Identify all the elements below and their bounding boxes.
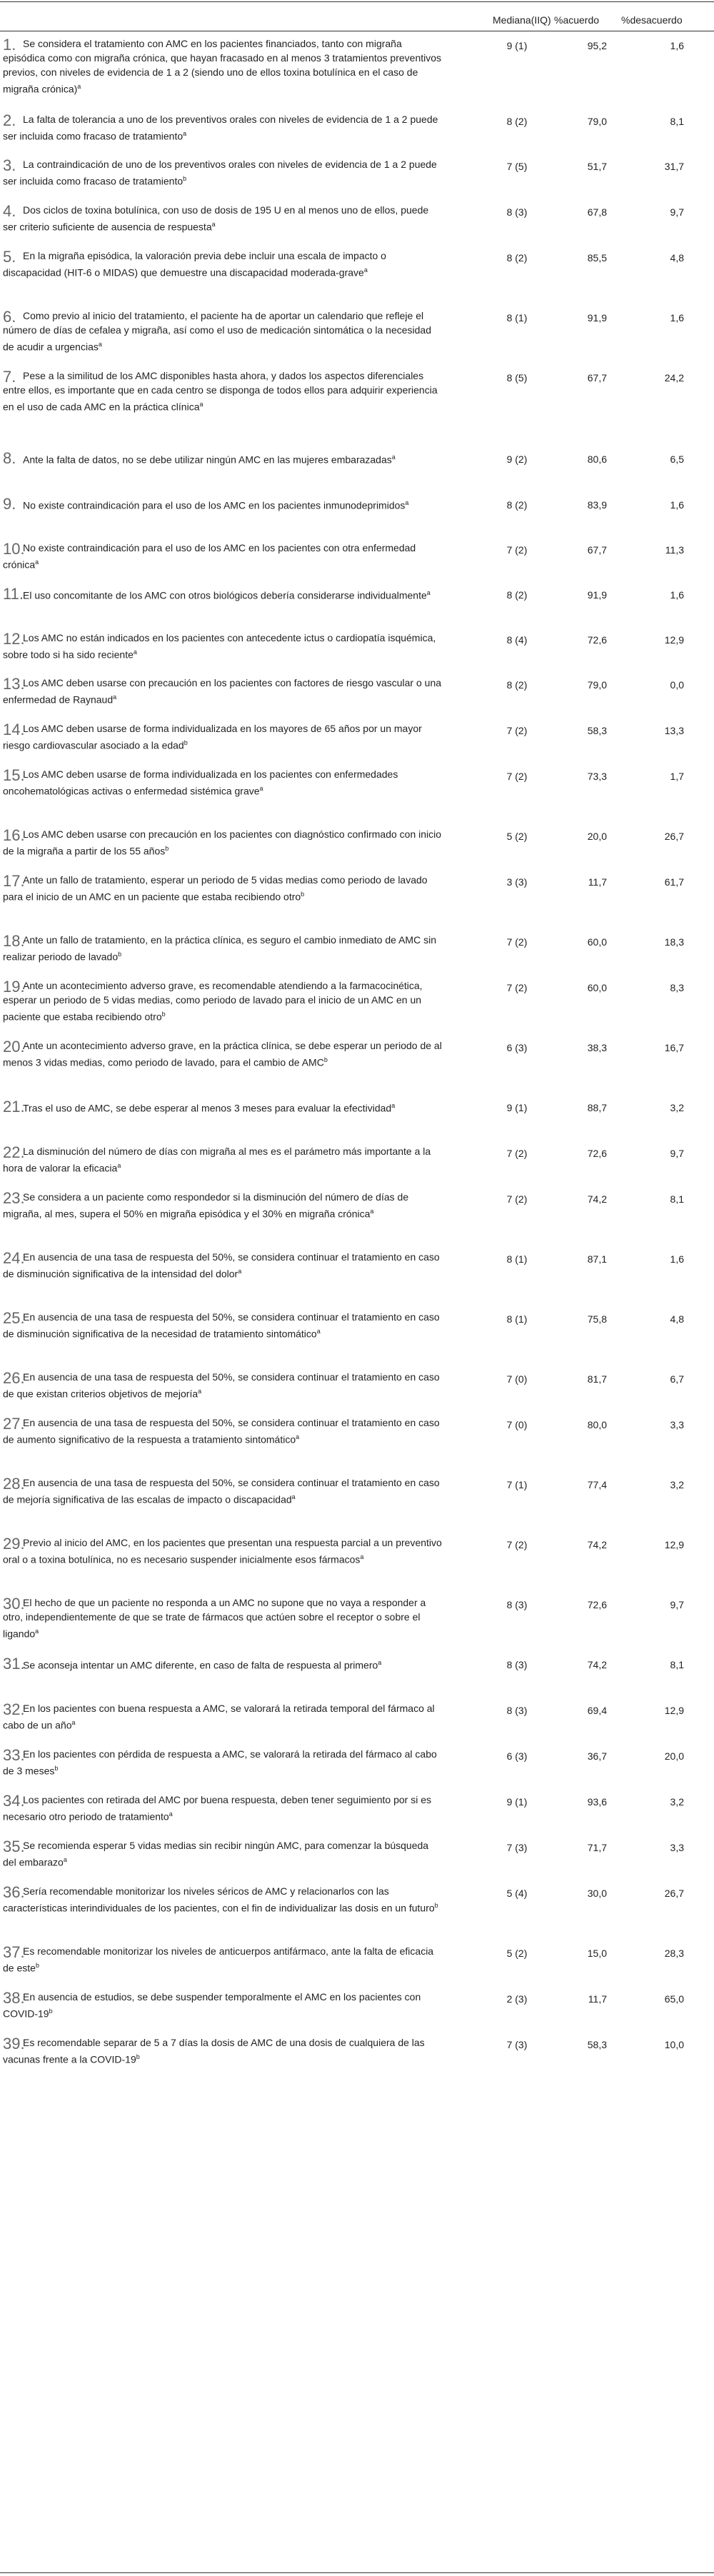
- item-statement: [3, 1310, 443, 1341]
- item-statement: [3, 36, 443, 96]
- median-value: 8 (1): [506, 1253, 528, 1265]
- statement-text: Los pacientes con retirada del AMC por buena respuesta, deben tener seguimiento por si es necesario otro periodo de tratamiento: [3, 1794, 432, 1823]
- item-statement: [3, 1250, 443, 1281]
- agreement-value: 15,0: [587, 1948, 607, 1959]
- statement-text: En ausencia de una tasa de respuesta del 50%, se considera continuar el tratamiento en caso de mejoría significativa de las escalas de impacto o discapacidad: [3, 1477, 440, 1505]
- statement-text: En ausencia de estudios, se debe suspender temporalmente el AMC en los pacientes con COVID-19: [3, 1991, 421, 2020]
- item-number: 18.: [3, 932, 25, 950]
- statement-text: Dos ciclos de toxina botulínica, con uso de dosis de 195 U en al menos uno de ellos, puede ser criterio suficiente de ausencia de respuesta: [3, 204, 429, 233]
- agreement-value: 67,7: [587, 544, 607, 556]
- evidence-superscript: a: [363, 266, 368, 274]
- agreement-value: 79,0: [587, 679, 607, 691]
- agreement-value: 30,0: [587, 1888, 607, 1899]
- evidence-superscript: b: [301, 891, 305, 898]
- item-number: 12.: [3, 630, 25, 648]
- median-value: 7 (3): [506, 1842, 528, 1853]
- agreement-value: 83,9: [587, 499, 607, 511]
- item-statement: [3, 249, 443, 280]
- item-number: 4.: [3, 202, 16, 220]
- agreement-value: 67,7: [587, 372, 607, 384]
- item-number: 3.: [3, 156, 16, 174]
- item-number: 33.: [3, 1746, 25, 1764]
- item-number: 17.: [3, 872, 25, 890]
- agreement-value: 74,2: [587, 1659, 607, 1670]
- disagreement-value: 3,2: [670, 1796, 684, 1808]
- agreement-value: 91,9: [587, 312, 607, 324]
- statement-text: Ante un fallo de tratamiento, esperar un periodo de 5 vidas medias como periodo de lavado para el inicio de un AMC en un paciente que estaba recibiendo otro: [3, 874, 428, 903]
- statement-text: Ante la falta de datos, no se debe utilizar ningún AMC en las mujeres embarazadas: [23, 453, 392, 466]
- disagreement-value: 3,3: [670, 1419, 684, 1430]
- disagreement-value: 13,3: [664, 725, 684, 736]
- item-number: 39.: [3, 2035, 25, 2053]
- disagreement-value: 3,3: [670, 1842, 684, 1853]
- median-value: 7 (5): [506, 161, 528, 172]
- item-statement: [3, 369, 443, 414]
- table-header: [0, 0, 714, 31]
- item-statement: [3, 721, 443, 753]
- evidence-superscript: b: [54, 1765, 59, 1772]
- agreement-value: 67,8: [587, 206, 607, 218]
- agreement-value: 95,2: [587, 40, 607, 51]
- median-value: 8 (1): [506, 312, 528, 324]
- evidence-superscript: a: [198, 1388, 202, 1395]
- evidence-superscript: b: [183, 175, 187, 182]
- statement-text: Tras el uso de AMC, se debe esperar al menos 3 meses para evaluar la efectividad: [23, 1102, 392, 1114]
- agreement-value: 75,8: [587, 1313, 607, 1325]
- agreement-value: 74,2: [587, 1539, 607, 1550]
- evidence-superscript: a: [35, 558, 39, 566]
- evidence-superscript: b: [136, 2053, 140, 2060]
- evidence-superscript: a: [133, 648, 137, 656]
- item-statement: [3, 157, 443, 189]
- evidence-superscript: b: [35, 1962, 39, 1969]
- disagreement-value: 16,7: [664, 1042, 684, 1053]
- median-value: 6 (3): [506, 1042, 528, 1053]
- disagreement-value: 26,7: [664, 1888, 684, 1899]
- evidence-superscript: a: [316, 1328, 321, 1335]
- disagreement-value: 8,3: [670, 982, 684, 993]
- item-number: 6.: [3, 308, 16, 326]
- agreement-value: 87,1: [587, 1253, 607, 1265]
- median-value: 7 (1): [506, 1479, 528, 1490]
- agreement-value: 85,5: [587, 252, 607, 264]
- item-number: 30.: [3, 1595, 25, 1613]
- statement-text: Ante un acontecimiento adverso grave, es recomendable atendiendo a la farmacocinética, esperar un periodo de 5 vidas medias, como periodo de lavado para el inicio de un AMC en un paciente que estaba recibiendo otro: [3, 980, 423, 1023]
- evidence-superscript: a: [426, 589, 431, 596]
- median-value: 9 (1): [506, 1796, 528, 1808]
- evidence-superscript: b: [165, 845, 169, 852]
- disagreement-value: 20,0: [664, 1750, 684, 1762]
- disagreement-value: 26,7: [664, 831, 684, 842]
- statement-text: Ante un fallo de tratamiento, en la práctica clínica, es seguro el cambio inmediato de AMC sin realizar periodo de lavado: [3, 934, 436, 963]
- agreement-value: 11,7: [588, 876, 607, 888]
- evidence-superscript: a: [378, 1659, 382, 1666]
- item-number: 2.: [3, 111, 16, 129]
- disagreement-value: 0,0: [670, 679, 684, 691]
- item-statement: [3, 112, 443, 144]
- item-statement: [3, 450, 443, 467]
- evidence-superscript: b: [118, 951, 122, 958]
- evidence-superscript: a: [259, 785, 263, 792]
- header-median: Mediana(IIQ): [493, 14, 551, 26]
- item-number: 22.: [3, 1143, 25, 1161]
- median-value: 8 (1): [506, 1313, 528, 1325]
- agreement-value: 73,3: [587, 771, 607, 782]
- median-value: 8 (3): [506, 206, 528, 218]
- disagreement-value: 3,2: [670, 1102, 684, 1113]
- header-disagreement: %desacuerdo: [621, 14, 683, 26]
- statement-text: Los AMC no están indicados en los pacientes con antecedente ictus o cardiopatía isquémica, sobre todo si ha sido reciente: [3, 632, 436, 661]
- statement-text: Pese a la similitud de los AMC disponibles hasta ahora, y dados los aspectos diferenciales entre ellos, es importante que en cada centro se disponga de todos ellos para adquirir experiencia en el uso de cada AMC en la práctica clínica: [3, 370, 438, 413]
- disagreement-value: 1,6: [670, 589, 684, 601]
- evidence-superscript: a: [291, 1493, 296, 1500]
- agreement-value: 51,7: [587, 161, 607, 172]
- evidence-superscript: b: [323, 1056, 328, 1063]
- statement-text: En ausencia de una tasa de respuesta del 50%, se considera continuar el tratamiento en caso de disminución significativa de la intensidad del dolor: [3, 1251, 440, 1280]
- agreement-value: 72,6: [587, 1148, 607, 1159]
- median-value: 9 (1): [506, 1102, 528, 1113]
- item-statement: [3, 933, 443, 964]
- agreement-value: 71,7: [587, 1842, 607, 1853]
- item-statement: [3, 1944, 443, 1975]
- item-number: 7.: [3, 368, 16, 386]
- item-number: 21.: [3, 1098, 25, 1116]
- evidence-superscript: b: [49, 2008, 53, 2015]
- statement-text: En la migraña episódica, la valoración previa debe incluir una escala de impacto o discapacidad (HIT-6 o MIDAS) que demuestre una discapacidad moderada-grave: [3, 250, 386, 279]
- disagreement-value: 9,7: [670, 206, 684, 218]
- disagreement-value: 1,6: [670, 499, 684, 511]
- disagreement-value: 28,3: [664, 1948, 684, 1959]
- evidence-superscript: a: [405, 499, 409, 506]
- item-number: 15.: [3, 766, 25, 784]
- statement-text: Se considera el tratamiento con AMC en los pacientes financiados, tanto con migraña episódica como con migraña crónica, que hayan fracasado en al menos 3 tratamientos preventivos previos, con niveles de evidencia de 1 a 2 (siendo uno de ellos toxina botulínica en el caso de migraña crónica): [3, 38, 442, 95]
- item-statement: [3, 676, 443, 707]
- item-statement: [3, 2035, 443, 2067]
- agreement-value: 11,7: [588, 1993, 607, 2005]
- item-statement: [3, 1475, 443, 1507]
- item-number: 13.: [3, 675, 25, 693]
- item-number: 31.: [3, 1655, 25, 1673]
- item-number: 24.: [3, 1249, 25, 1267]
- item-number: 16.: [3, 826, 25, 844]
- median-value: 8 (2): [506, 116, 528, 127]
- disagreement-value: 8,1: [670, 1193, 684, 1205]
- disagreement-value: 1,7: [670, 771, 684, 782]
- evidence-superscript: a: [77, 83, 81, 90]
- item-statement: [3, 309, 443, 354]
- median-value: 8 (2): [506, 589, 528, 601]
- median-value: 8 (3): [506, 1599, 528, 1610]
- median-value: 5 (2): [506, 1948, 528, 1959]
- median-value: 8 (4): [506, 634, 528, 646]
- item-number: 35.: [3, 1838, 25, 1855]
- item-number: 19.: [3, 978, 25, 996]
- median-value: 5 (4): [506, 1888, 528, 1899]
- item-number: 23.: [3, 1189, 25, 1207]
- item-statement: [3, 1370, 443, 1401]
- item-statement: [3, 873, 443, 904]
- agreement-value: 60,0: [587, 982, 607, 993]
- item-number: 10.: [3, 540, 25, 558]
- item-number: 9.: [3, 495, 16, 513]
- median-value: 7 (2): [506, 725, 528, 736]
- evidence-superscript: a: [296, 1433, 300, 1440]
- evidence-superscript: a: [391, 453, 396, 461]
- evidence-superscript: a: [360, 1553, 364, 1560]
- statement-text: En ausencia de una tasa de respuesta del 50%, se considera continuar el tratamiento en caso de aumento significativo de la respuesta a tratamiento sintomático: [3, 1417, 440, 1445]
- disagreement-value: 12,9: [664, 1705, 684, 1716]
- evidence-superscript: b: [161, 1011, 166, 1018]
- statement-text: Es recomendable monitorizar los niveles de anticuerpos antifármaco, ante la falta de eficacia de este: [3, 1945, 434, 1974]
- item-statement: [3, 1884, 443, 1915]
- median-value: 9 (1): [506, 40, 528, 51]
- statement-text: Previo al inicio del AMC, en los pacientes que presentan una respuesta parcial a un preventivo oral o a toxina botulínica, no es necesario suspender inicialmente esos fármacos: [3, 1537, 442, 1565]
- disagreement-value: 4,8: [670, 1313, 684, 1325]
- statement-text: No existe contraindicación para el uso de los AMC en los pacientes inmunodeprimidos: [23, 499, 406, 511]
- disagreement-value: 6,5: [670, 453, 684, 465]
- agreement-value: 80,6: [587, 453, 607, 465]
- agreement-value: 58,3: [587, 2039, 607, 2050]
- item-number: 38.: [3, 1989, 25, 2007]
- agreement-value: 58,3: [587, 725, 607, 736]
- item-statement: [3, 1144, 443, 1176]
- item-statement: [3, 541, 443, 572]
- disagreement-value: 6,7: [670, 1373, 684, 1385]
- statement-text: La disminución del número de días con migraña al mes es el parámetro más importante a la hora de valorar la eficacia: [3, 1146, 431, 1174]
- item-number: 8.: [3, 449, 16, 467]
- item-number: 14.: [3, 721, 25, 738]
- median-value: 9 (2): [506, 453, 528, 465]
- evidence-superscript: a: [35, 1628, 39, 1635]
- statement-text: En ausencia de una tasa de respuesta del 50%, se considera continuar el tratamiento en caso de disminución significativa de la necesidad de tratamiento sintomático: [3, 1311, 440, 1340]
- agreement-value: 60,0: [587, 936, 607, 948]
- statement-text: La contraindicación de uno de los preventivos orales con niveles de evidencia de 1 a 2 puede ser incluida como fracaso de tratamiento: [3, 159, 437, 187]
- agreement-value: 91,9: [587, 589, 607, 601]
- agreement-value: 74,2: [587, 1193, 607, 1205]
- statement-text: Ante un acontecimiento adverso grave, en la práctica clínica, se debe esperar un periodo de al menos 3 vidas medias, como periodo de lavado, para el cambio de AMC: [3, 1040, 442, 1068]
- median-value: 8 (2): [506, 679, 528, 691]
- disagreement-value: 9,7: [670, 1599, 684, 1610]
- statement-text: Como previo al inicio del tratamiento, el paciente ha de aportar un calendario que refleje el número de días de cefalea y migraña, así como el uso de medicación sintomática o la necesidad de acudir a urgencias: [3, 310, 432, 353]
- header-agreement: %acuerdo: [554, 14, 600, 26]
- item-number: 1.: [3, 36, 16, 54]
- item-number: 29.: [3, 1535, 25, 1553]
- statement-text: No existe contraindicación para el uso de los AMC en los pacientes con otra enfermedad crónica: [3, 542, 416, 571]
- item-statement: [3, 827, 443, 858]
- disagreement-value: 10,0: [664, 2039, 684, 2050]
- item-statement: [3, 1655, 443, 1673]
- median-value: 8 (3): [506, 1659, 528, 1670]
- evidence-superscript: b: [434, 1902, 438, 1909]
- item-statement: [3, 1990, 443, 2021]
- median-value: 8 (2): [506, 252, 528, 264]
- agreement-value: 69,4: [587, 1705, 607, 1716]
- evidence-superscript: a: [71, 1719, 76, 1726]
- disagreement-value: 61,7: [664, 876, 684, 888]
- item-number: 20.: [3, 1038, 25, 1056]
- evidence-superscript: a: [63, 1856, 67, 1863]
- item-statement: [3, 1793, 443, 1824]
- median-value: 7 (2): [506, 1148, 528, 1159]
- evidence-superscript: a: [238, 1268, 242, 1275]
- median-value: 7 (2): [506, 936, 528, 948]
- disagreement-value: 8,1: [670, 1659, 684, 1670]
- item-statement: [3, 1747, 443, 1778]
- item-statement: [3, 1701, 443, 1733]
- statement-text: En los pacientes con pérdida de respuesta a AMC, se valorará la retirada del fármaco al cabo de 3 meses: [3, 1748, 437, 1777]
- disagreement-value: 1,6: [670, 1253, 684, 1265]
- median-value: 7 (0): [506, 1373, 528, 1385]
- item-number: 34.: [3, 1792, 25, 1810]
- agreement-value: 81,7: [587, 1373, 607, 1385]
- item-statement: [3, 767, 443, 798]
- agreement-value: 36,7: [587, 1750, 607, 1762]
- item-statement: [3, 1038, 443, 1070]
- evidence-superscript: a: [98, 341, 102, 348]
- item-statement: [3, 203, 443, 234]
- statement-text: Los AMC deben usarse con precaución en los pacientes con diagnóstico confirmado con inicio de la migraña a partir de los 55 años: [3, 828, 442, 857]
- disagreement-value: 12,9: [664, 634, 684, 646]
- disagreement-value: 65,0: [664, 1993, 684, 2005]
- statement-text: En los pacientes con buena respuesta a AMC, se valorará la retirada temporal del fármaco al cabo de un año: [3, 1703, 435, 1731]
- median-value: 8 (5): [506, 372, 528, 384]
- evidence-superscript: a: [169, 1810, 173, 1818]
- evidence-superscript: b: [183, 739, 188, 746]
- statement-text: Los AMC deben usarse de forma individualizada en los mayores de 65 años por un mayor riesgo cardiovascular asociado a la edad: [3, 723, 422, 751]
- evidence-superscript: a: [113, 693, 117, 701]
- agreement-value: 79,0: [587, 116, 607, 127]
- median-value: 7 (2): [506, 982, 528, 993]
- statement-text: En ausencia de una tasa de respuesta del 50%, se considera continuar el tratamiento en caso de que existan criterios objetivos de mejoría: [3, 1371, 440, 1400]
- disagreement-value: 3,2: [670, 1479, 684, 1490]
- evidence-superscript: a: [117, 1162, 121, 1169]
- item-statement: [3, 1098, 443, 1116]
- evidence-superscript: a: [370, 1208, 374, 1215]
- item-number: 11.: [3, 585, 24, 603]
- statement-text: El hecho de que un paciente no responda a un AMC no supone que no vaya a responder a otro, independientemente de que se trate de fármacos que actúen sobre el receptor o sobre el ligando: [3, 1597, 426, 1640]
- agreement-value: 72,6: [587, 634, 607, 646]
- agreement-value: 80,0: [587, 1419, 607, 1430]
- item-number: 25.: [3, 1309, 25, 1327]
- disagreement-value: 9,7: [670, 1148, 684, 1159]
- item-number: 37.: [3, 1943, 25, 1961]
- item-number: 36.: [3, 1883, 25, 1901]
- item-statement: [3, 631, 443, 662]
- statement-text: La falta de tolerancia a uno de los preventivos orales con niveles de evidencia de 1 a 2 puede ser incluida como fracaso de tratamiento: [3, 114, 438, 142]
- disagreement-value: 31,7: [664, 161, 684, 172]
- disagreement-value: 1,6: [670, 40, 684, 51]
- disagreement-value: 1,6: [670, 312, 684, 324]
- median-value: 7 (2): [506, 1193, 528, 1205]
- item-statement: [3, 1415, 443, 1447]
- statement-text: El uso concomitante de los AMC con otros biológicos debería considerarse individualmente: [23, 589, 427, 601]
- item-number: 27.: [3, 1415, 25, 1433]
- statement-text: Se aconseja intentar un AMC diferente, en caso de falta de respuesta al primero: [23, 1659, 378, 1671]
- item-number: 32.: [3, 1700, 25, 1718]
- disagreement-value: 24,2: [664, 372, 684, 384]
- disagreement-value: 12,9: [664, 1539, 684, 1550]
- median-value: 7 (2): [506, 544, 528, 556]
- item-number: 5.: [3, 248, 16, 266]
- agreement-value: 20,0: [587, 831, 607, 842]
- median-value: 7 (0): [506, 1419, 528, 1430]
- disagreement-value: 18,3: [664, 936, 684, 948]
- agreement-value: 93,6: [587, 1796, 607, 1808]
- item-number: 26.: [3, 1369, 25, 1387]
- median-value: 5 (2): [506, 831, 528, 842]
- agreement-value: 77,4: [587, 1479, 607, 1490]
- statement-text: Se recomienda esperar 5 vidas medias sin recibir ningún AMC, para comenzar la búsqueda del embarazo: [3, 1840, 429, 1868]
- statement-text: Sería recomendable monitorizar los niveles séricos de AMC y relacionarlos con las características interindividuales de los pacientes, con el fin de individualizar las dosis en un futuro: [3, 1885, 435, 1914]
- statement-text: Los AMC deben usarse de forma individualizada en los pacientes con enfermedades oncohematológicas activas o enfermedad sistémica grave: [3, 768, 398, 797]
- item-statement: [3, 1535, 443, 1567]
- table-bottom-rule: [0, 2572, 714, 2573]
- item-statement: [3, 1838, 443, 1870]
- median-value: 7 (3): [506, 2039, 528, 2050]
- agreement-value: 38,3: [587, 1042, 607, 1053]
- median-value: 8 (3): [506, 1705, 528, 1716]
- item-statement: [3, 978, 443, 1024]
- statement-text: Los AMC deben usarse con precaución en los pacientes con factores de riesgo vascular o una enfermedad de Raynaud: [3, 677, 442, 706]
- item-statement: [3, 586, 443, 603]
- item-number: 28.: [3, 1475, 25, 1493]
- disagreement-value: 8,1: [670, 116, 684, 127]
- median-value: 7 (2): [506, 1539, 528, 1550]
- agreement-value: 88,7: [587, 1102, 607, 1113]
- statement-text: Se considera a un paciente como respondedor si la disminución del número de días de migraña, al mes, supera el 50% en migraña episódica y el 30% en migraña crónica: [3, 1191, 409, 1220]
- agreement-value: 72,6: [587, 1599, 607, 1610]
- item-statement: [3, 1595, 443, 1641]
- header-top-rule: [0, 1, 714, 2]
- evidence-superscript: a: [211, 221, 216, 228]
- median-value: 7 (2): [506, 771, 528, 782]
- median-value: 6 (3): [506, 1750, 528, 1762]
- item-statement: [3, 496, 443, 513]
- median-value: 3 (3): [506, 876, 528, 888]
- evidence-superscript: a: [391, 1102, 396, 1109]
- evidence-superscript: a: [199, 401, 203, 408]
- disagreement-value: 11,3: [665, 544, 684, 556]
- median-value: 2 (3): [506, 1993, 528, 2005]
- item-statement: [3, 1190, 443, 1221]
- evidence-superscript: a: [183, 130, 187, 137]
- statement-text: Es recomendable separar de 5 a 7 días la dosis de AMC de una dosis de cualquiera de las vacunas frente a la COVID-19: [3, 2037, 425, 2065]
- disagreement-value: 4,8: [670, 252, 684, 264]
- median-value: 8 (2): [506, 499, 528, 511]
